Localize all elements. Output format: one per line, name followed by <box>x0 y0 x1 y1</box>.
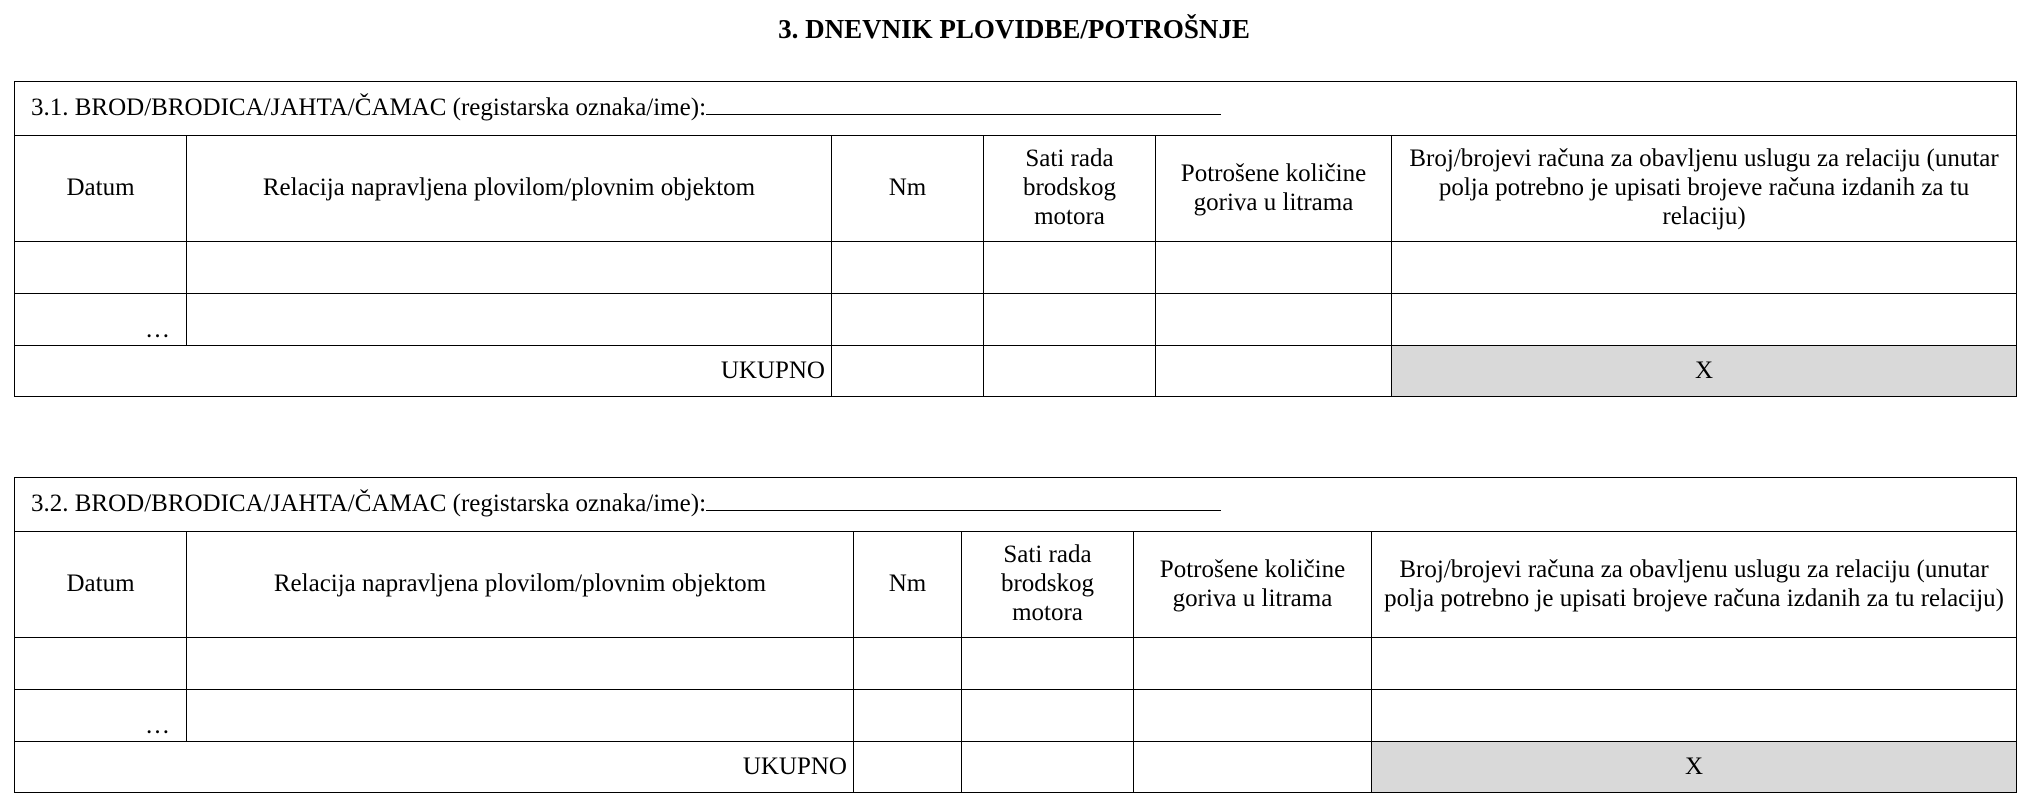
header-route: Relacija napravljena plovilom/plovnim objektom <box>187 532 854 638</box>
total-row <box>15 742 2017 793</box>
cell[interactable] <box>984 242 1156 294</box>
cell[interactable] <box>1392 294 2017 346</box>
total-fuel[interactable] <box>1156 346 1392 397</box>
total-nm[interactable] <box>854 742 962 793</box>
cell[interactable] <box>832 294 984 346</box>
total-fuel[interactable] <box>1134 742 1372 793</box>
cell[interactable] <box>187 690 854 742</box>
total-hours[interactable] <box>984 346 1156 397</box>
total-row <box>15 346 2017 397</box>
cell[interactable] <box>1134 690 1372 742</box>
cell[interactable] <box>15 638 187 690</box>
cell[interactable] <box>1372 690 2017 742</box>
header-fuel: Potrošene količine goriva u litrama <box>1156 136 1392 242</box>
header-route: Relacija napravljena plovilom/plovnim objektom <box>187 136 832 242</box>
cell[interactable] <box>187 242 832 294</box>
header-nm: Nm <box>854 532 962 638</box>
vessel-caption <box>15 478 2017 532</box>
table-row <box>15 294 2017 346</box>
cell[interactable] <box>1156 294 1392 346</box>
header-nm: Nm <box>832 136 984 242</box>
header-date: Datum <box>15 532 187 638</box>
cell[interactable] <box>1134 638 1372 690</box>
header-engine-hours: Sati rada brodskog motora <box>962 532 1134 638</box>
total-x: X <box>1372 742 2017 793</box>
cell[interactable] <box>854 690 962 742</box>
page-title: 3. DNEVNIK PLOVIDBE/POTROŠNJE <box>778 14 1250 44</box>
ellipsis[interactable]: … <box>15 294 187 346</box>
table-row <box>15 690 2017 742</box>
vessel-name-field[interactable] <box>706 94 1221 115</box>
cell[interactable] <box>1372 638 2017 690</box>
vessel-name-field[interactable] <box>706 490 1221 511</box>
cell[interactable] <box>187 638 854 690</box>
cell[interactable] <box>854 638 962 690</box>
caption-text: 3.2. BROD/BRODICA/JAHTA/ČAMAC (registarska oznaka/ime): <box>31 490 707 518</box>
cell[interactable] <box>984 294 1156 346</box>
log-table-1 <box>14 81 2017 397</box>
total-nm[interactable] <box>832 346 984 397</box>
ellipsis[interactable]: … <box>15 690 187 742</box>
cell[interactable] <box>962 638 1134 690</box>
header-invoices: Broj/brojevi računa za obavljenu uslugu za relaciju (unutar polja potrebno je upisati brojeve računa izdanih za tu relaciju) <box>1392 136 2017 242</box>
total-label: UKUPNO <box>15 742 854 793</box>
total-label: UKUPNO <box>15 346 832 397</box>
cell[interactable] <box>832 242 984 294</box>
header-invoices: Broj/brojevi računa za obavljenu uslugu za relaciju (unutar polja potrebno je upisati brojeve računa izdanih za tu relaciju) <box>1372 532 2017 638</box>
caption-text: 3.1. BROD/BRODICA/JAHTA/ČAMAC (registarska oznaka/ime): <box>31 94 707 122</box>
table-row <box>15 638 2017 690</box>
cell[interactable] <box>1392 242 2017 294</box>
header-engine-hours: Sati rada brodskog motora <box>984 136 1156 242</box>
table-row <box>15 242 2017 294</box>
log-table-2 <box>14 477 2017 793</box>
header-date: Datum <box>15 136 187 242</box>
cell[interactable] <box>187 294 832 346</box>
cell[interactable] <box>962 690 1134 742</box>
header-fuel: Potrošene količine goriva u litrama <box>1134 532 1372 638</box>
vessel-caption <box>15 82 2017 136</box>
total-x: X <box>1392 346 2017 397</box>
cell[interactable] <box>1156 242 1392 294</box>
cell[interactable] <box>15 242 187 294</box>
total-hours[interactable] <box>962 742 1134 793</box>
